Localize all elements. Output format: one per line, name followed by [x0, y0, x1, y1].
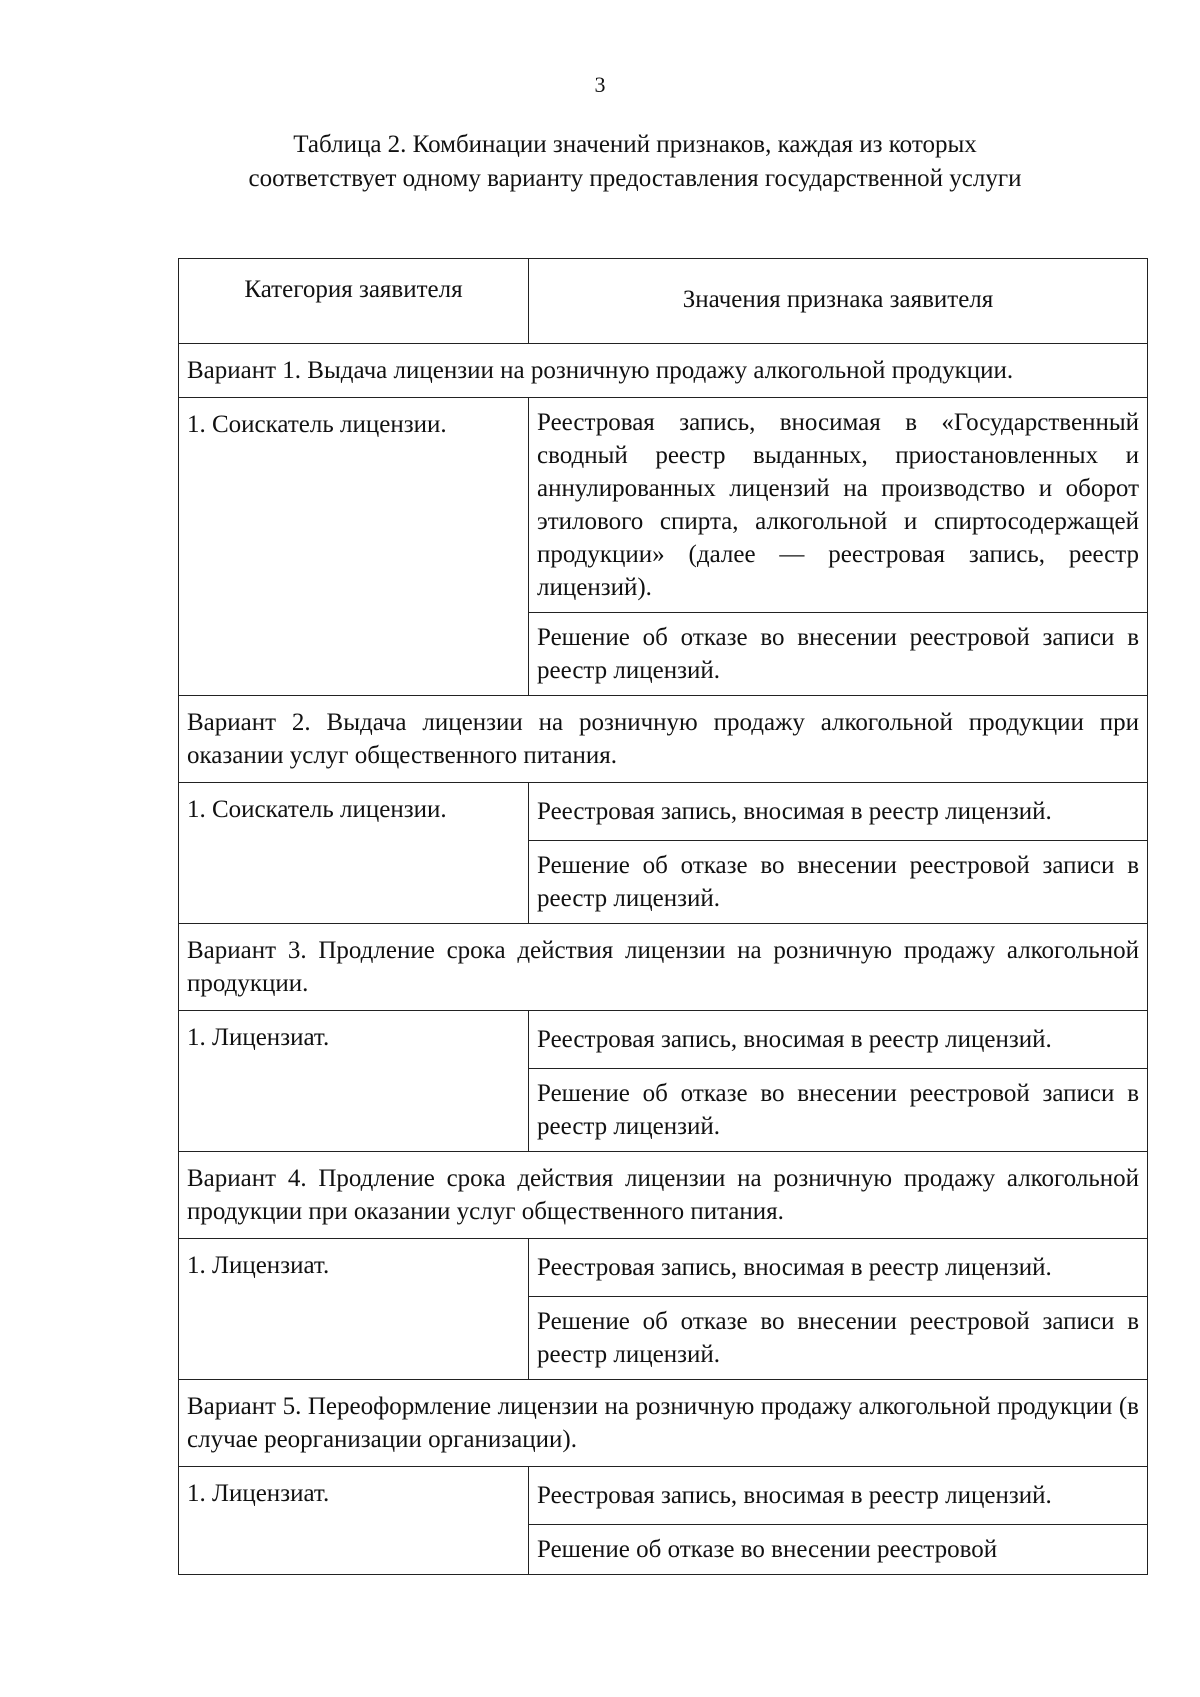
variant-row — [179, 344, 1148, 398]
variant-title: Вариант 3. Продление срока действия лицензии на розничную продажу алкогольной продукции. — [179, 924, 1148, 1011]
applicant-value: Реестровая запись, вносимая в реестр лицензий. — [529, 783, 1148, 841]
variant-row — [179, 1380, 1148, 1467]
table-title: Таблица 2. Комбинации значений признаков, каждая из которых соответствует одному варианту предоставления государственной услуги — [248, 131, 1022, 192]
table-row — [179, 1467, 1148, 1525]
variants-table — [178, 258, 1148, 1575]
applicant-value: Реестровая запись, вносимая в «Государственный сводный реестр выданных, приостановленных и аннулированных лицензий на производство и оборот этилового спирта, алкогольной и спиртосодержащей продукции» (далее — реестровая запись, реестр лицензий). — [529, 398, 1148, 613]
variant-row — [179, 696, 1148, 783]
applicant-value: Реестровая запись, вносимая в реестр лицензий. — [529, 1239, 1148, 1297]
variant-title: Вариант 2. Выдача лицензии на розничную продажу алкогольной продукции при оказании услуг общественного питания. — [179, 696, 1148, 783]
variant-row — [179, 1152, 1148, 1239]
variant-row — [179, 924, 1148, 1011]
applicant-value: Решение об отказе во внесении реестровой записи в реестр лицензий. — [529, 1069, 1148, 1152]
applicant-value: Решение об отказе во внесении реестровой записи в реестр лицензий. — [529, 1297, 1148, 1380]
page-number: 3 — [594, 72, 606, 97]
applicant-value: Решение об отказе во внесении реестровой — [529, 1525, 1148, 1575]
header-category: Категория заявителя — [179, 259, 529, 344]
applicant-category: 1. Соискатель лицензии. — [179, 783, 529, 924]
applicant-value: Решение об отказе во внесении реестровой записи в реестр лицензий. — [529, 841, 1148, 924]
applicant-value: Решение об отказе во внесении реестровой записи в реестр лицензий. — [529, 613, 1148, 696]
applicant-value: Реестровая запись, вносимая в реестр лицензий. — [529, 1011, 1148, 1069]
applicant-category: 1. Лицензиат. — [179, 1467, 529, 1575]
variant-title: Вариант 1. Выдача лицензии на розничную продажу алкогольной продукции. — [179, 344, 1148, 398]
variant-title: Вариант 5. Переоформление лицензии на розничную продажу алкогольной продукции (в случае реорганизации организации). — [179, 1380, 1148, 1467]
applicant-value: Реестровая запись, вносимая в реестр лицензий. — [529, 1467, 1148, 1525]
applicant-category: 1. Соискатель лицензии. — [179, 398, 529, 696]
table-row — [179, 783, 1148, 841]
table-header-row — [179, 259, 1148, 344]
table-row — [179, 1011, 1148, 1069]
applicant-category: 1. Лицензиат. — [179, 1239, 529, 1380]
applicant-category: 1. Лицензиат. — [179, 1011, 529, 1152]
header-values: Значения признака заявителя — [529, 259, 1148, 344]
variant-title: Вариант 4. Продление срока действия лицензии на розничную продажу алкогольной продукции при оказании услуг общественного питания. — [179, 1152, 1148, 1239]
table-row — [179, 1239, 1148, 1297]
table-row — [179, 398, 1148, 613]
